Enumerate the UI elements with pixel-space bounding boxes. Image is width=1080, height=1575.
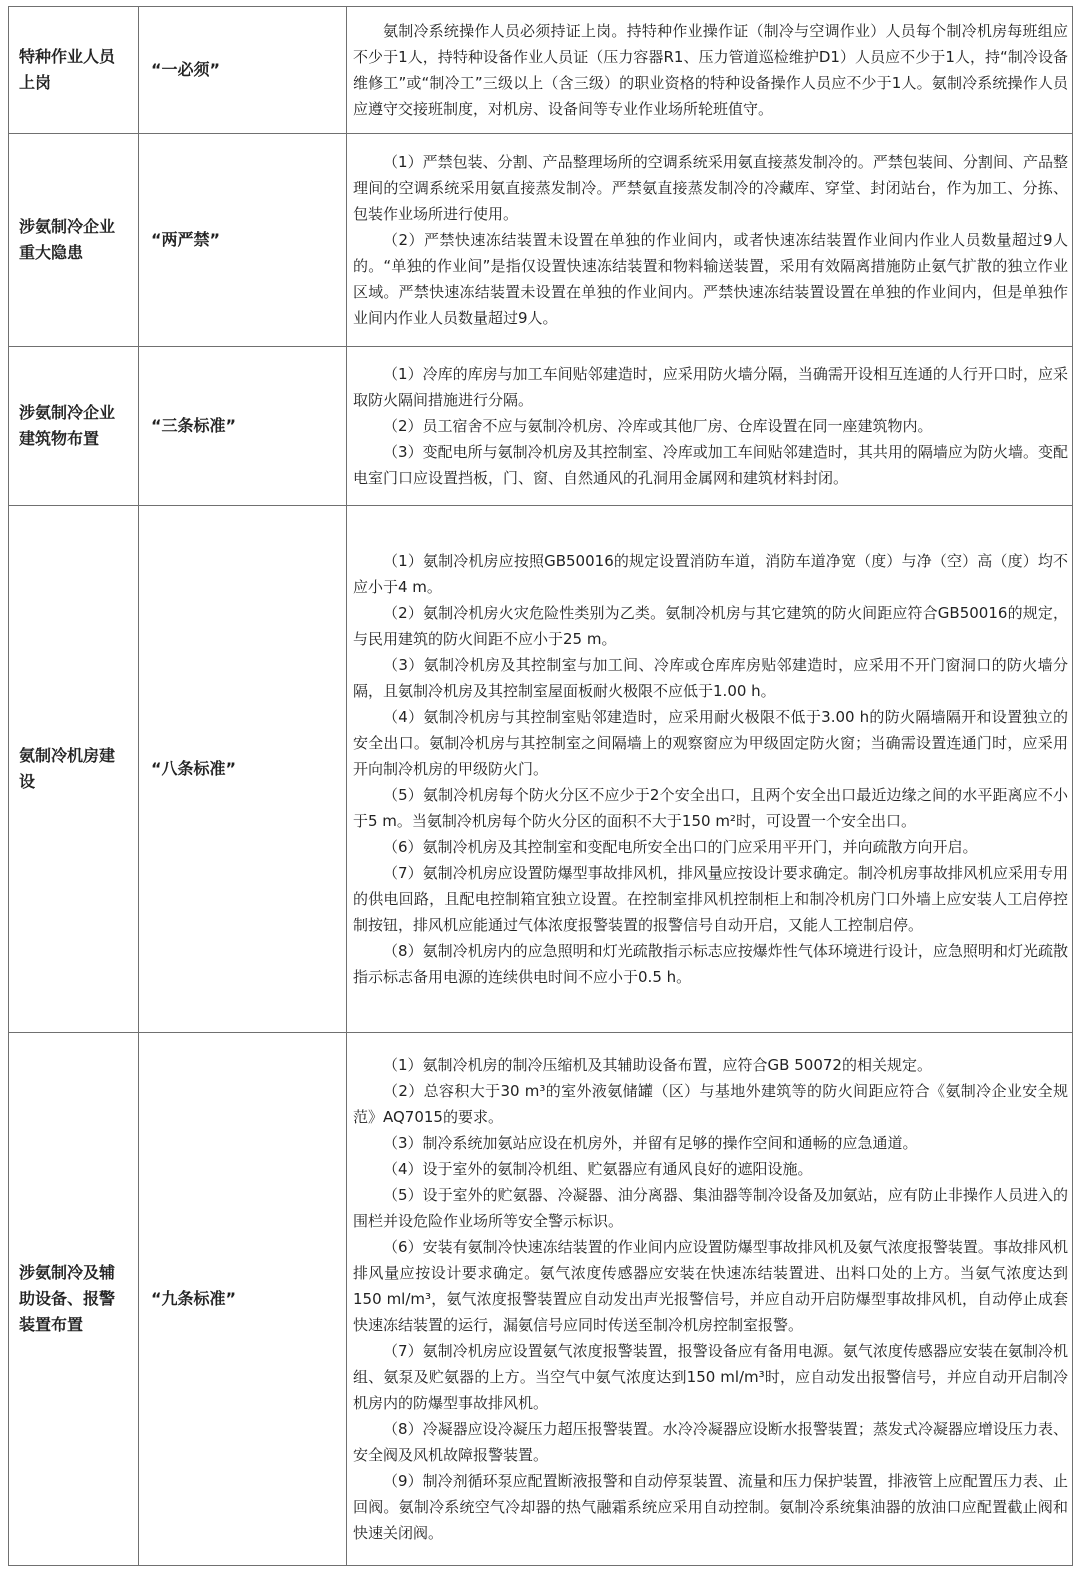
content-paragraph: （4）设于室外的氨制冷机组、贮氨器应有通风良好的遮阳设施。 [383, 1159, 813, 1178]
table-row [9, 7, 1073, 134]
content-paragraph: （3）氨制冷机房及其控制室与加工间、冷库或仓库库房贴邻建造时，应采用不开门窗洞口的防火墙分隔，且氨制冷机房及其控制室屋面板耐火极限不应低于1.00 h。 [353, 655, 1068, 700]
content-paragraph: （1）严禁包装、分割、产品整理场所的空调系统采用氨直接蒸发制冷的。严禁包装间、分割间、产品整理间的空调系统采用氨直接蒸发制冷。严禁氨直接蒸发制冷的冷藏库、穿堂、封闭站台，作为加工、分拣、包装作业场所进行使用。 [353, 152, 1068, 223]
row-content [347, 347, 1073, 506]
table-row [9, 1033, 1073, 1566]
row-content [347, 134, 1073, 347]
row-tag: “两严禁” [139, 134, 347, 347]
table-row [9, 134, 1073, 347]
table-row [9, 347, 1073, 506]
table-row [9, 506, 1073, 1033]
content-paragraph: （1）氨制冷机房应按照GB50016的规定设置消防车道，消防车道净宽（度）与净（空）高（度）均不应小于4 m。 [353, 551, 1068, 596]
content-paragraph: （3）制冷系统加氨站应设在机房外，并留有足够的操作空间和通畅的应急通道。 [383, 1133, 918, 1152]
row-tag: “一必须” [139, 7, 347, 134]
row-content [347, 1033, 1073, 1566]
content-paragraph: （4）氨制冷机房与其控制室贴邻建造时，应采用耐火极限不低于3.00 h的防火隔墙隔开和设置独立的安全出口。氨制冷机房与其控制室之间隔墙上的观察窗应为甲级固定防火窗；当确需设置连通门时，应采用开向制冷机房的甲级防火门。 [353, 707, 1068, 778]
row-tag: “九条标准” [139, 1033, 347, 1566]
row-content [347, 7, 1073, 134]
regulation-table [8, 6, 1073, 1566]
content-paragraph: （1）氨制冷机房的制冷压缩机及其辅助设备布置，应符合GB 50072的相关规定。 [383, 1055, 932, 1074]
row-category: 涉氨制冷企业建筑物布置 [9, 347, 139, 506]
row-category: 氨制冷机房建设 [9, 506, 139, 1033]
row-content [347, 506, 1073, 1033]
content-paragraph: （2）员工宿舍不应与氨制冷机房、冷库或其他厂房、仓库设置在同一座建筑物内。 [383, 416, 933, 435]
content-paragraph: （8）氨制冷机房内的应急照明和灯光疏散指示标志应按爆炸性气体环境进行设计，应急照明和灯光疏散指示标志备用电源的连续供电时间不应小于0.5 h。 [353, 941, 1068, 986]
content-paragraph: （6）氨制冷机房及其控制室和变配电所安全出口的门应采用平开门，并向疏散方向开启。 [383, 837, 978, 856]
row-category: 特种作业人员上岗 [9, 7, 139, 134]
content-paragraph: （3）变配电所与氨制冷机房及其控制室、冷库或加工车间贴邻建造时，其共用的隔墙应为防火墙。变配电室门口应设置挡板，门、窗、自然通风的孔洞用金属网和建筑材料封闭。 [353, 442, 1068, 487]
content-paragraph: （7）氨制冷机房应设置氨气浓度报警装置，报警设备应有备用电源。氨气浓度传感器应安装在氨制冷机组、氨泵及贮氨器的上方。当空气中氨气浓度达到150 ml/m³时，应自动发出报警信号，并应自动开启制冷机房内的防爆型事故排风机。 [353, 1341, 1068, 1412]
content-paragraph: （6）安装有氨制冷快速冻结装置的作业间内应设置防爆型事故排风机及氨气浓度报警装置。事故排风机排风量应按设计要求确定。氨气浓度传感器应安装在快速冻结装置进、出料口处的上方。当氨气浓度达到150 ml/m³，氨气浓度报警装置应自动发出声光报警信号，并应自动开启防爆型事故排风机，自动停止成套快速冻结装置的运行，漏氨信号应同时传送至制冷机房控制室报警。 [353, 1237, 1068, 1334]
row-category: 涉氨制冷及辅助设备、报警装置布置 [9, 1033, 139, 1566]
content-paragraph: （8）冷凝器应设冷凝压力超压报警装置。水冷冷凝器应设断水报警装置；蒸发式冷凝器应增设压力表、安全阀及风机故障报警装置。 [353, 1419, 1068, 1464]
content-paragraph: （7）氨制冷机房应设置防爆型事故排风机，排风量应按设计要求确定。制冷机房事故排风机应采用专用的供电回路，且配电控制箱宜独立设置。在控制室排风机控制柜上和制冷机房门口外墙上应安装人工启停控制按钮，排风机应能通过气体浓度报警装置的报警信号自动开启，又能人工控制启停。 [353, 863, 1068, 934]
content-paragraph: （2）严禁快速冻结装置未设置在单独的作业间内，或者快速冻结装置作业间内作业人员数量超过9人的。“单独的作业间”是指仅设置快速冻结装置和物料输送装置，采用有效隔离措施防止氨气扩散的独立作业区域。严禁快速冻结装置未设置在单独的作业间内。严禁快速冻结装置设置在单独的作业间内，但是单独作业间内作业人员数量超过9人。 [353, 230, 1068, 327]
content-paragraph: （2）总容积大于30 m³的室外液氨储罐（区）与基地外建筑等的防火间距应符合《氨制冷企业安全规范》AQ7015的要求。 [353, 1081, 1068, 1126]
content-paragraph: （2）氨制冷机房火灾危险性类别为乙类。氨制冷机房与其它建筑的防火间距应符合GB50016的规定，与民用建筑的防火间距不应小于25 m。 [353, 603, 1068, 648]
content-paragraph: （1）冷库的库房与加工车间贴邻建造时，应采用防火墙分隔，当确需开设相互连通的人行开口时，应采取防火隔间措施进行分隔。 [353, 364, 1068, 409]
content-paragraph: （5）设于室外的贮氨器、冷凝器、油分离器、集油器等制冷设备及加氨站，应有防止非操作人员进入的围栏并设危险作业场所等安全警示标识。 [353, 1185, 1068, 1230]
content-paragraph: （9）制冷剂循环泵应配置断液报警和自动停泵装置、流量和压力保护装置，排液管上应配置压力表、止回阀。氨制冷系统空气冷却器的热气融霜系统应采用自动控制。氨制冷系统集油器的放油口应配置截止阀和快速关闭阀。 [353, 1471, 1068, 1542]
row-tag: “三条标准” [139, 347, 347, 506]
row-tag: “八条标准” [139, 506, 347, 1033]
content-paragraph: 氨制冷系统操作人员必须持证上岗。持特种作业操作证（制冷与空调作业）人员每个制冷机房每班组应不少于1人，持特种设备作业人员证（压力容器R1、压力管道巡检维护D1）人员应不少于1人，持“制冷设备维修工”或“制冷工”三级以上（含三级）的职业资格的特种设备操作人员应不少于1人。氨制冷系统操作人员应遵守交接班制度，对机房、设备间等专业作业场所轮班值守。 [353, 21, 1068, 118]
row-category: 涉氨制冷企业重大隐患 [9, 134, 139, 347]
content-paragraph: （5）氨制冷机房每个防火分区不应少于2个安全出口，且两个安全出口最近边缘之间的水平距离应不小于5 m。当氨制冷机房每个防火分区的面积不大于150 m²时，可设置一个安全出口。 [353, 785, 1068, 830]
